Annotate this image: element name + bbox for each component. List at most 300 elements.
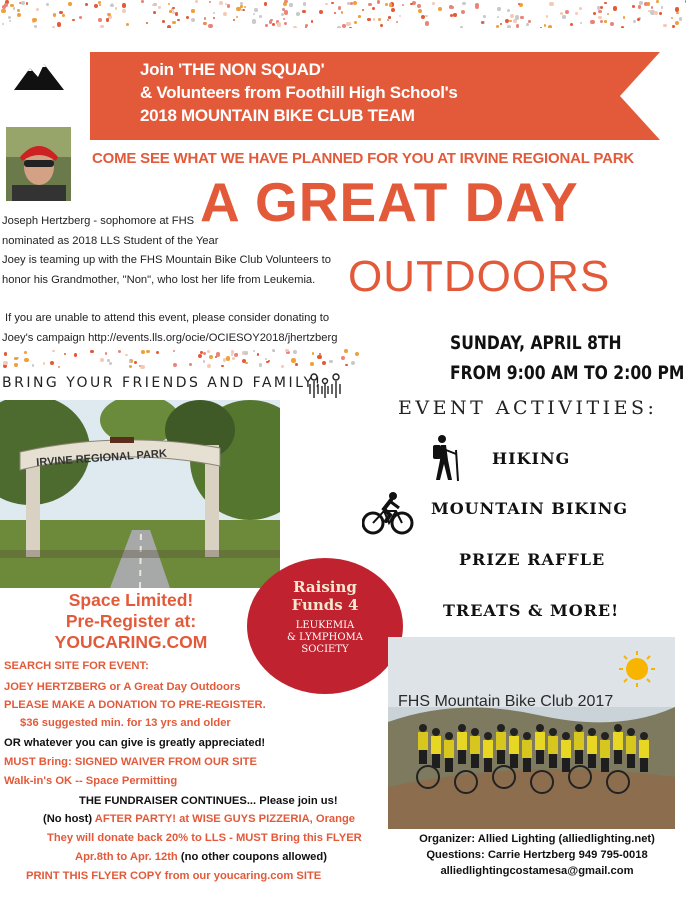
- decorative-dots-middle: [0, 348, 360, 378]
- rider-legs: [549, 754, 557, 768]
- decorative-dot: [350, 2, 353, 5]
- rider-helmet: [445, 732, 453, 740]
- decorative-dot: [475, 3, 479, 7]
- decorative-dot: [198, 354, 202, 358]
- decorative-dot: [46, 3, 49, 6]
- decorative-dot: [268, 360, 270, 362]
- decorative-dot: [189, 363, 193, 367]
- decorative-dot: [162, 20, 165, 23]
- decorative-dot: [540, 27, 542, 28]
- donation-text: PLEASE MAKE A DONATION TO PRE-REGISTER.: [4, 699, 266, 711]
- decorative-dot: [663, 24, 666, 27]
- decorative-dot: [208, 24, 212, 28]
- decorative-dot: [293, 350, 297, 354]
- decorative-dot: [621, 26, 624, 28]
- decorative-dot: [331, 2, 334, 5]
- decorative-dot: [14, 363, 18, 367]
- bio-line: Joey is teaming up with the FHS Mountain Bike Club Volunteers to: [2, 254, 331, 266]
- decorative-dot: [312, 352, 315, 355]
- decorative-dot: [661, 6, 663, 8]
- walkins-text: Walk-in's OK -- Space Permitting: [4, 775, 178, 787]
- decorative-dot: [191, 9, 194, 12]
- decorative-dot: [317, 355, 321, 359]
- decorative-dot: [349, 27, 352, 28]
- rider-helmet: [523, 732, 531, 740]
- rider-helmet: [601, 732, 609, 740]
- portrait-photo: [6, 127, 71, 201]
- decorative-dot: [509, 20, 511, 22]
- decorative-dot: [358, 15, 361, 18]
- decorative-dot: [235, 353, 237, 355]
- decorative-dot: [125, 354, 128, 357]
- decorative-dot: [632, 5, 635, 8]
- decorative-dot: [58, 366, 60, 368]
- decorative-dot: [283, 18, 285, 20]
- decorative-dot: [13, 7, 16, 10]
- activities-heading: EVENT ACTIVITIES:: [398, 397, 658, 419]
- decorative-dot: [396, 21, 398, 23]
- decorative-dot: [337, 26, 341, 28]
- decorative-dot: [244, 351, 247, 354]
- donate-back-text: They will donate back 20% to LLS - MUST Bring this FLYER: [47, 832, 362, 844]
- rider-legs: [497, 750, 505, 764]
- rider-helmet: [497, 724, 505, 732]
- register-line-1: Space Limited!: [68, 590, 194, 610]
- must-bring-item: SIGNED WAIVER FROM OUR SITE: [74, 756, 257, 768]
- rider-legs: [419, 750, 427, 764]
- rider-helmet: [627, 728, 635, 736]
- bio-line: nominated as 2018 LLS Student of the Year: [2, 234, 219, 247]
- decorative-dot: [252, 19, 256, 23]
- decorative-dot: [221, 365, 224, 368]
- decorative-dot: [604, 20, 607, 23]
- decorative-dot: [74, 353, 78, 357]
- decorative-dot: [351, 361, 355, 365]
- mountain-icon: [14, 62, 64, 90]
- decorative-dot: [385, 3, 388, 6]
- decorative-dot: [378, 18, 381, 21]
- decorative-dot: [604, 2, 606, 4]
- rider-legs: [471, 754, 479, 768]
- decorative-dot: [500, 23, 502, 25]
- decorative-dot: [575, 12, 578, 15]
- rider-helmet: [562, 732, 570, 740]
- decorative-dot: [593, 12, 596, 15]
- raising-title-2: Funds 4: [291, 596, 359, 614]
- rider-figure: [522, 740, 532, 758]
- decorative-dot: [460, 26, 463, 28]
- rider-legs: [588, 754, 596, 768]
- decorative-dot: [253, 13, 255, 15]
- decorative-dot: [240, 5, 243, 8]
- decorative-dot: [98, 18, 101, 21]
- decorative-dot: [528, 20, 530, 22]
- decorative-dot: [209, 1, 211, 3]
- decorative-dot: [325, 3, 328, 6]
- decorative-dot: [32, 18, 36, 22]
- decorative-dot: [679, 17, 682, 20]
- register-line-3: YOUCARING.COM: [54, 632, 208, 652]
- decorative-dot: [100, 358, 104, 362]
- decorative-dot: [353, 1, 357, 5]
- bio-line: honor his Grandmother, "Non", who lost her life from Leukemia.: [2, 273, 316, 286]
- decorative-dot: [158, 6, 161, 9]
- decorative-dot: [2, 5, 6, 9]
- nohost-label: (No host): [43, 813, 93, 825]
- decorative-dot: [305, 24, 308, 27]
- decorative-dot: [380, 24, 383, 27]
- decorative-dot: [146, 350, 150, 354]
- rider-figure: [509, 736, 519, 754]
- suggested-text: $36 suggested min. for 13 yrs and older: [20, 717, 231, 729]
- decorative-dot: [516, 24, 519, 27]
- rider-legs: [601, 758, 609, 772]
- rider-figure: [548, 736, 558, 754]
- decorative-dot: [107, 13, 110, 16]
- subheadline: OUTDOORS: [348, 252, 611, 301]
- activity-prize-raffle: PRIZE RAFFLE: [459, 550, 606, 569]
- decorative-dot: [257, 353, 260, 356]
- decorative-dot: [24, 351, 27, 354]
- activity-hiking: HIKING: [492, 449, 571, 468]
- decorative-dot: [355, 352, 359, 356]
- email-line: alliedlightingcostamesa@gmail.com: [440, 865, 634, 877]
- raising-org-1: LEUKEMIA: [295, 620, 355, 631]
- decorative-dot: [507, 25, 511, 28]
- decorative-dot: [345, 364, 347, 366]
- decorative-dot: [236, 16, 238, 18]
- afterparty-text: [43, 813, 355, 825]
- park-sign-text: IRVINE REGIONAL PARK: [35, 447, 168, 469]
- dates-range: Apr.8th to Apr. 12th: [75, 851, 178, 863]
- bio-line: Joseph Hertzberg - sophomore at FHS: [2, 215, 195, 227]
- decorative-dot: [295, 363, 298, 366]
- search-names: JOEY HERTZBERG or A Great Day Outdoors: [4, 681, 241, 693]
- decorative-dot: [322, 361, 326, 365]
- rider-figure: [613, 732, 623, 750]
- decorative-dot: [651, 6, 654, 9]
- decorative-dot: [598, 10, 602, 14]
- activity-treats: TREATS & MORE!: [443, 601, 620, 620]
- club-photo-title: FHS Mountain Bike Club 2017: [398, 693, 614, 710]
- decorative-dot: [570, 23, 573, 26]
- decorative-dot: [483, 15, 486, 18]
- decorative-dot: [402, 4, 405, 7]
- register-line-2: Pre-Register at:: [65, 611, 197, 631]
- decorative-dot: [676, 12, 678, 14]
- event-time: FROM 9:00 AM TO 2:00 PM: [450, 362, 685, 384]
- decorative-dot: [64, 353, 66, 355]
- decorative-dot: [344, 349, 348, 353]
- decorative-dot: [346, 22, 350, 26]
- decorative-dot: [412, 1, 416, 5]
- decorative-dot: [507, 9, 510, 12]
- decorative-dot: [283, 2, 287, 6]
- decorative-dot: [607, 13, 610, 16]
- decorative-dot: [391, 8, 395, 12]
- organizer-line: Organizer: Allied Lighting (alliedlighting.net): [419, 833, 655, 845]
- decorative-dot: [453, 13, 456, 16]
- decorative-dot: [254, 8, 258, 12]
- decorative-dot: [52, 26, 55, 28]
- rider-legs: [445, 758, 453, 772]
- rider-figure: [418, 732, 428, 750]
- rider-legs: [627, 754, 635, 768]
- decorative-dot: [310, 362, 314, 366]
- rider-helmet: [614, 724, 622, 732]
- decorative-dot: [639, 1, 643, 5]
- rider-legs: [523, 758, 531, 772]
- decorative-dot: [43, 362, 46, 365]
- decorative-dot: [110, 4, 114, 8]
- decorative-dot: [177, 19, 179, 21]
- raising-title-1: Raising: [293, 578, 357, 596]
- decorative-dot: [510, 14, 514, 18]
- rider-figure: [496, 732, 506, 750]
- decorative-dot: [272, 23, 276, 27]
- rider-legs: [536, 750, 544, 764]
- rider-figure: [444, 740, 454, 758]
- decorative-dot: [226, 356, 230, 360]
- decorative-dot: [216, 352, 220, 356]
- event-day: SUNDAY, APRIL 8TH: [450, 332, 622, 354]
- raising-funds-badge: [247, 558, 403, 694]
- banner-line-1: Join 'THE NON SQUAD': [140, 60, 325, 79]
- decorative-dot: [172, 7, 175, 10]
- decorative-dot: [32, 364, 34, 366]
- rider-legs: [458, 750, 466, 764]
- decorative-dot: [520, 16, 523, 19]
- decorative-dot: [3, 361, 7, 365]
- rider-helmet: [471, 728, 479, 736]
- decorative-dot: [2, 23, 4, 25]
- rider-helmet: [432, 728, 440, 736]
- decorative-dot: [329, 360, 332, 363]
- decorative-dot: [638, 5, 642, 9]
- decorative-dot: [1, 9, 5, 13]
- decorative-dot: [637, 18, 640, 21]
- decorative-dot: [289, 3, 292, 6]
- decorative-dot: [513, 19, 517, 23]
- decorative-dot: [600, 20, 603, 23]
- decorative-dot: [311, 20, 313, 22]
- organizer-info: [392, 831, 682, 879]
- decorative-dot: [656, 0, 659, 3]
- decorative-dot: [590, 20, 594, 24]
- decorative-dot: [245, 362, 247, 364]
- park-photo: [0, 400, 280, 588]
- print-text: PRINT THIS FLYER COPY from our youcaring.com SITE: [26, 870, 322, 882]
- decorative-dot: [68, 2, 72, 6]
- decorative-dot: [549, 2, 553, 6]
- decorative-dot: [167, 25, 171, 28]
- rider-figure: [457, 732, 467, 750]
- rider-legs: [432, 754, 440, 768]
- decorative-dot: [497, 7, 500, 10]
- decorative-dot: [213, 17, 215, 19]
- rider-helmet: [588, 728, 596, 736]
- rider-helmet: [419, 724, 427, 732]
- decorative-dot: [173, 350, 176, 353]
- decorative-dot: [191, 18, 195, 22]
- decorative-dot: [672, 25, 675, 28]
- decorative-dot: [17, 9, 20, 12]
- afterparty-location: AFTER PARTY! at WISE GUYS PIZZERIA, Orange: [94, 813, 356, 825]
- decorative-dot: [368, 3, 372, 7]
- decorative-dot: [302, 10, 305, 13]
- decorative-dot: [425, 21, 429, 25]
- headline: A GREAT DAY: [200, 171, 579, 233]
- decorative-dot: [141, 0, 144, 3]
- decorative-dot: [53, 13, 57, 17]
- rider-legs: [484, 758, 492, 772]
- decorative-dot: [134, 361, 137, 364]
- decorative-dot: [291, 358, 295, 362]
- decorative-dot: [126, 23, 129, 26]
- hiker-icon: [430, 434, 464, 482]
- decorative-dot: [362, 9, 365, 12]
- decorative-dot: [106, 18, 110, 22]
- questions-line: Questions: Carrie Hertzberg 949 795-0018: [426, 849, 648, 861]
- decorative-dot: [175, 12, 179, 16]
- decorative-dot: [481, 21, 484, 24]
- decorative-dot: [675, 21, 679, 25]
- decorative-dot: [293, 26, 297, 28]
- decorative-dot: [122, 3, 126, 7]
- dates-text: [75, 851, 327, 863]
- decorative-dot: [399, 15, 401, 17]
- decorative-dot: [623, 16, 626, 19]
- decorative-dot: [156, 351, 159, 354]
- rider-legs: [614, 750, 622, 764]
- decorative-dot: [129, 365, 132, 368]
- decorative-dot: [265, 358, 267, 360]
- banner-text: [140, 58, 580, 127]
- rider-figure: [626, 736, 636, 754]
- decorative-dot: [233, 19, 235, 21]
- decorative-dot: [462, 2, 466, 6]
- decorative-dot: [231, 354, 233, 356]
- decorative-dot: [109, 362, 112, 365]
- bio-text: [2, 212, 347, 348]
- decorative-dot: [253, 350, 255, 352]
- rider-figure: [483, 740, 493, 758]
- search-label: SEARCH SITE FOR EVENT:: [4, 660, 149, 672]
- decorative-dot: [373, 18, 376, 21]
- decorative-dot: [4, 352, 8, 356]
- whatever-text: OR whatever you can give is greatly appreciated!: [4, 737, 266, 749]
- decorative-dot: [209, 355, 213, 359]
- rider-figure: [561, 740, 571, 758]
- decorative-dot: [207, 350, 210, 353]
- decorative-dot: [610, 22, 614, 26]
- rider-figure: [431, 736, 441, 754]
- decorative-dot: [141, 350, 145, 354]
- decorative-dot: [613, 6, 617, 10]
- decorative-dot: [168, 3, 170, 5]
- decorative-dot: [100, 25, 104, 28]
- rider-legs: [562, 758, 570, 772]
- decorative-dot: [367, 18, 370, 21]
- decorative-dot: [105, 352, 108, 355]
- decorative-dot: [122, 9, 126, 13]
- decorative-dot: [600, 6, 604, 10]
- decorative-dot: [675, 7, 679, 11]
- decorative-dot: [338, 6, 342, 10]
- decorative-dot: [259, 363, 263, 367]
- rider-legs: [510, 754, 518, 768]
- decorative-dot: [296, 12, 300, 16]
- decorative-dot: [671, 17, 673, 19]
- decorative-dot: [659, 12, 662, 15]
- event-date: [450, 328, 684, 388]
- decorative-dot: [115, 7, 117, 9]
- decorative-dot: [259, 15, 262, 18]
- bio-line: Joey's campaign http://events.lls.org/ocie/OCIESOY2018/jhertzberg: [2, 331, 338, 344]
- decorative-dot: [387, 19, 389, 21]
- decorative-dot: [284, 22, 287, 25]
- decorative-dot: [223, 12, 227, 16]
- decorative-dot: [72, 19, 75, 22]
- decorative-dot: [449, 5, 453, 9]
- decorative-dot: [244, 6, 246, 8]
- decorative-dot: [14, 357, 18, 361]
- decorative-dot: [319, 10, 323, 14]
- decorative-dot: [99, 4, 101, 6]
- decorative-dot: [94, 4, 98, 8]
- decorative-dot: [140, 365, 144, 369]
- decorative-dot: [418, 9, 422, 13]
- decorative-dot: [548, 25, 552, 28]
- decorative-dot: [598, 16, 601, 19]
- decorative-dot: [285, 349, 289, 353]
- decorative-dot: [562, 15, 565, 18]
- decorative-dot: [21, 1, 25, 5]
- rider-helmet: [536, 724, 544, 732]
- decorative-dot: [90, 350, 94, 354]
- decorative-dot: [85, 3, 88, 6]
- rider-figure: [470, 736, 480, 754]
- decorative-dot: [79, 16, 82, 19]
- rider-helmet: [484, 732, 492, 740]
- decorative-dot: [195, 0, 198, 3]
- decorative-dot: [34, 25, 36, 27]
- decorative-dot: [207, 364, 211, 368]
- decorative-dot: [203, 360, 206, 363]
- decorative-dot: [24, 358, 28, 362]
- decorative-dot: [284, 10, 288, 14]
- decorative-dot: [173, 363, 177, 367]
- decorative-dot: [417, 4, 421, 8]
- club-photo: [388, 637, 675, 829]
- decorative-dot: [425, 15, 428, 18]
- decorative-dot: [496, 25, 500, 28]
- activity-mountain-biking: MOUNTAIN BIKING: [431, 499, 629, 518]
- decorative-dot: [62, 14, 65, 17]
- decorative-dot: [204, 17, 206, 19]
- decorative-dot: [8, 16, 11, 19]
- decorative-dot: [342, 24, 346, 28]
- decorative-dot: [213, 12, 215, 14]
- decorative-dot: [372, 7, 375, 10]
- must-bring-text: [4, 756, 257, 768]
- decorative-dot: [432, 2, 435, 5]
- decorative-dot: [232, 357, 235, 360]
- decorative-dot: [26, 2, 28, 4]
- raising-org-3: SOCIETY: [301, 644, 349, 655]
- rider-figure: [639, 740, 649, 758]
- decorative-dot: [107, 359, 110, 362]
